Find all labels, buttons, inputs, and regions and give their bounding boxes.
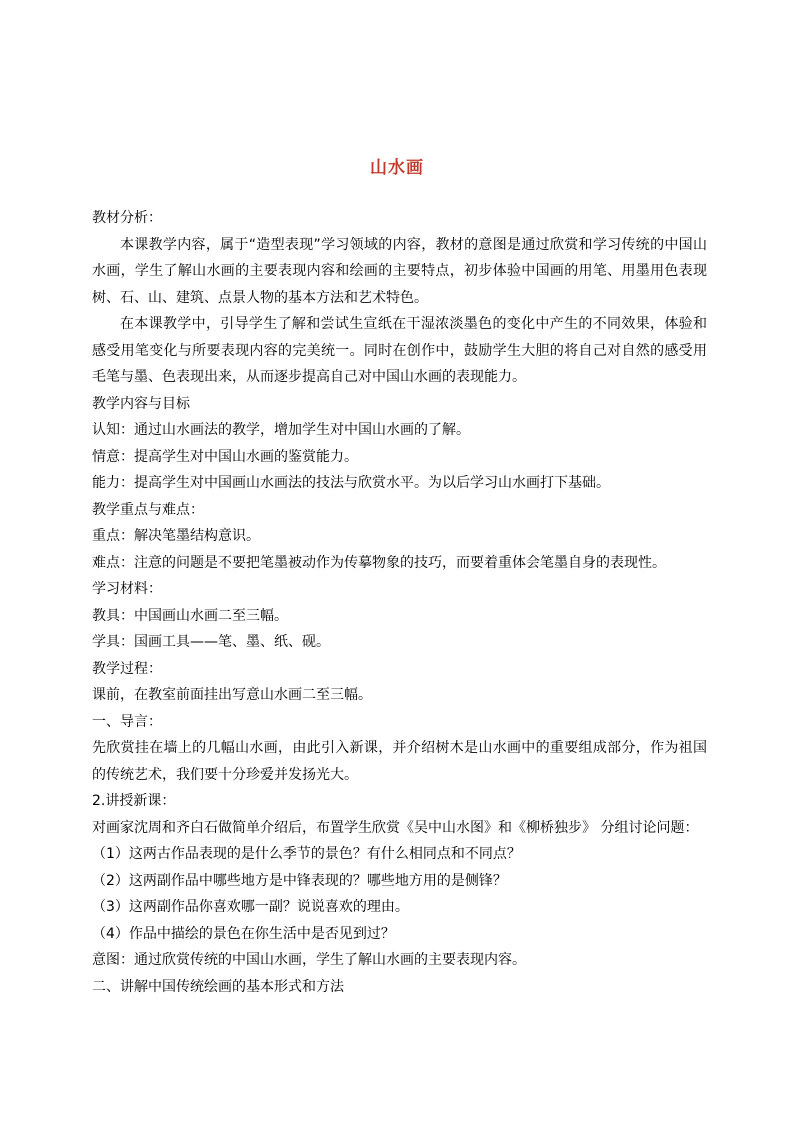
- heading-goals: 教学内容与目标: [92, 395, 190, 412]
- intent-text: 意图：通过欣赏传统的中国山水画，学生了解山水画的主要表现内容。: [92, 952, 526, 968]
- analysis-paragraph-2: 在本课教学中，引导学生了解和尝试生宣纸在干湿浓淡墨色的变化中产生的不同效果，体验和感受用笔变化与所要表现内容的完美统一。同时在创作中，鼓励学生大胆的将自己对自然的感受用毛笔与墨、色表现出来，从而逐步提高自己对中国山水画的表现能力。: [92, 316, 707, 385]
- heading-analysis: 教材分析：: [92, 210, 162, 226]
- document-title: 山水画: [370, 158, 424, 178]
- teacher-tools: 教具：中国画山水画二至三幅。: [92, 607, 288, 624]
- analysis-paragraph-1: 本课教学内容，属于“造型表现”学习领域的内容，教材的意图是通过欣赏和学习传统的中国山水画，学生了解山水画的主要表现内容和绘画的主要特点，初步体验中国画的用笔、用墨用色表现树、石、山、建筑、点景人物的基本方法和艺术特色。: [92, 236, 707, 306]
- goal-emotion: 情意：提高学生对中国山水画的鉴赏能力。: [92, 448, 358, 465]
- heading-materials: 学习材料：: [92, 581, 162, 597]
- section-intro: 一、导言：: [92, 713, 162, 730]
- student-tools: 学具：国画工具——笔、墨、纸、砚。: [92, 634, 330, 650]
- intro-text: 先欣赏挂在墙上的几幅山水画，由此引入新课，并介绍树木是山水画中的重要组成部分，作为祖国的传统艺术，我们要十分珍爱并发扬光大。: [92, 740, 707, 783]
- new-lesson-text: 对画家沈周和齐白石做简单介绍后，布置学生欣赏《吴中山水图》和《柳桥独步》 分组讨论问题：: [92, 819, 699, 836]
- question-item: （1）这两古作品表现的是什么季节的景色？有什么相同点和不同点？: [92, 846, 521, 862]
- heading-process: 教学过程：: [92, 660, 162, 677]
- before-class: 课前，在教室前面挂出写意山水画二至三幅。: [92, 687, 372, 703]
- section-new-lesson: 2.讲授新课：: [92, 793, 176, 809]
- key-point: 重点：解决笔墨结构意识。: [92, 528, 260, 544]
- question-item: （3）这两副作品你喜欢哪一副？说说喜欢的理由。: [92, 899, 409, 915]
- heading-key-points: 教学重点与难点：: [92, 501, 204, 518]
- goal-ability: 能力：提高学生对中国画山水画法的技法与欣赏水平。为以后学习山水画打下基础。: [92, 475, 610, 491]
- question-item: （4）作品中描绘的景色在你生活中是否见到过？: [92, 925, 395, 942]
- goal-cognition: 认知：通过山水画法的教学，增加学生对中国山水画的了解。: [92, 422, 470, 438]
- difficult-point: 难点：注意的问题是不要把笔墨被动作为传摹物象的技巧，而要着重体会笔墨自身的表现性。: [92, 554, 666, 571]
- document-body: [92, 205, 707, 1000]
- question-item: （2）这两副作品中哪些地方是中锋表现的？哪些地方用的是侧锋？: [92, 872, 507, 889]
- section-two: 二、讲解中国传统绘画的基本形式和方法: [92, 978, 344, 995]
